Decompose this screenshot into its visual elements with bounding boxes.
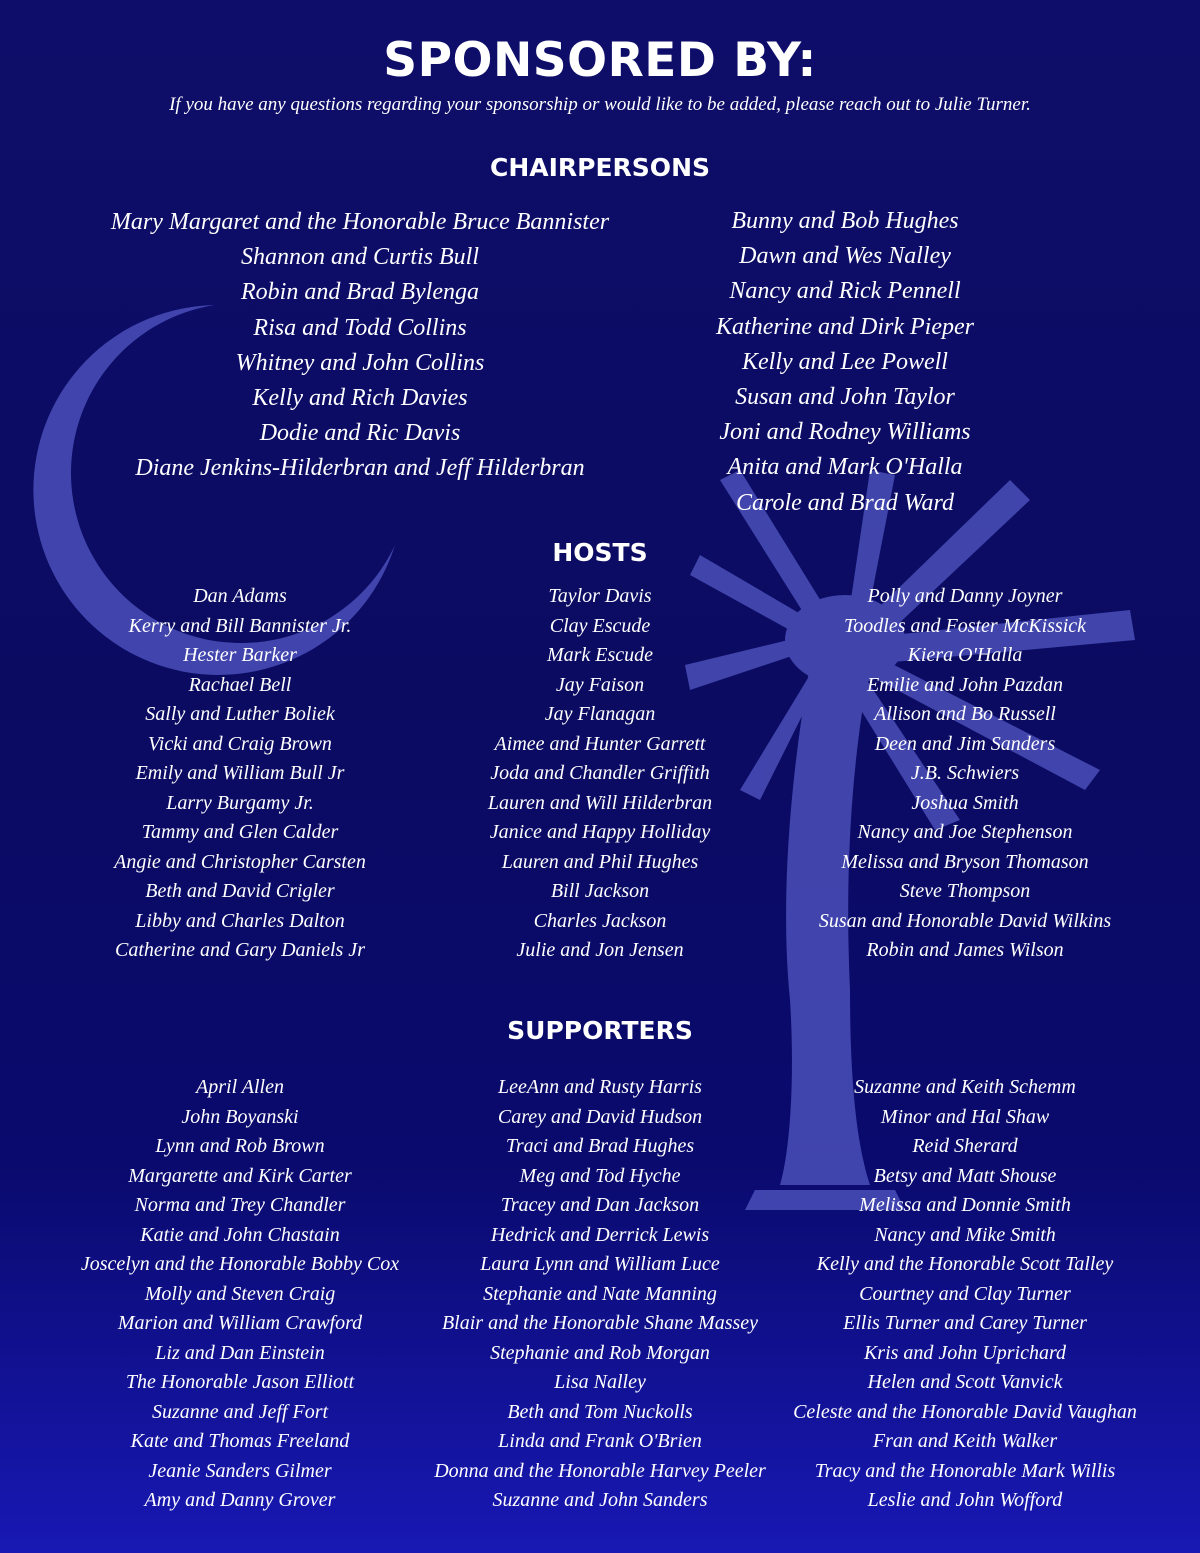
sponsor-name: Joscelyn and the Honorable Bobby Cox [80,1253,400,1275]
sponsor-name: Molly and Steven Craig [144,1282,336,1305]
sponsor-name: Joda and Chandler Griffith [490,762,710,784]
sponsor-name: Steve Thompson [899,880,1031,902]
sponsor-name: Margarette and Kirk Carter [128,1164,352,1187]
sponsor-name: Jeanie Sanders Gilmer [148,1459,332,1482]
sponsor-name: Katie and John Chastain [140,1223,340,1246]
sponsor-name: Liz and Dan Einstein [155,1341,325,1364]
sponsor-name: Aimee and Hunter Garrett [494,732,706,755]
sponsor-name: Helen and Scott Vanvick [867,1371,1063,1393]
section-heading-supporters: SUPPORTERS [507,1016,693,1045]
sponsor-name: Joshua Smith [911,791,1019,814]
chairpersons-column-right [645,204,1045,521]
sponsor-name: J.B. Schwiers [910,762,1020,784]
sponsor-name: Vicki and Craig Brown [148,732,332,755]
sponsor-name: Hester Barker [183,644,297,666]
sponsor-name: Diane Jenkins-Hilderbran and Jeff Hilderbran [135,455,585,482]
sponsor-name: Lauren and Phil Hughes [501,850,699,873]
sponsor-name: Allison and Bo Russell [874,703,1056,725]
sponsor-name: Clay Escude [549,614,651,637]
sponsor-name: Carey and David Hudson [497,1105,703,1128]
sponsor-name: Robin and Brad Bylenga [241,279,479,306]
sponsor-name: Angie and Christopher Carsten [114,850,366,873]
page-title: SPONSORED BY: [383,33,817,88]
sponsor-name: Nancy and Rick Pennell [729,278,961,305]
sponsor-name: Sally and Luther Boliek [145,703,335,725]
sponsor-name: Courtney and Clay Turner [859,1282,1071,1305]
sponsor-name: Suzanne and John Sanders [492,1489,708,1511]
supporters-column-2 [420,1073,780,1516]
sponsor-name: Tracy and the Honorable Mark Willis [814,1459,1116,1482]
sponsor-name: Betsy and Matt Shouse [873,1164,1057,1187]
sponsor-name: Celeste and the Honorable David Vaughan [793,1400,1137,1423]
sponsor-name: Bill Jackson [550,880,650,902]
supporters-column-1 [50,1073,430,1516]
sponsor-name: Nancy and Joe Stephenson [857,821,1073,843]
sponsor-name: Ellis Turner and Carey Turner [843,1312,1087,1334]
sponsor-name: Kate and Thomas Freeland [130,1430,350,1452]
sponsor-name: Rachael Bell [188,673,292,696]
sponsor-name: Taylor Davis [548,585,652,607]
sponsor-name: Lauren and Will Hilderbran [487,791,713,814]
sponsor-name: Emilie and John Pazdan [866,673,1064,696]
sponsor-name: Robin and James Wilson [866,939,1064,961]
sponsor-name: Donna and the Honorable Harvey Peeler [434,1459,766,1482]
sponsor-name: Suzanne and Jeff Fort [151,1400,329,1423]
sponsor-name: Kiera O'Halla [907,644,1023,666]
sponsor-name: Joni and Rodney Williams [719,419,971,446]
page-subtitle: If you have any questions regarding your sponsorship or would like to be added, please reach out to Julie Turner. [169,94,1031,115]
sponsor-name: Whitney and John Collins [235,349,485,376]
sponsor-name: Meg and Tod Hyche [519,1164,681,1187]
sponsor-name: Melissa and Donnie Smith [859,1194,1071,1216]
sponsor-name: The Honorable Jason Elliott [125,1371,355,1393]
sponsor-name: Emily and William Bull Jr [135,762,345,784]
sponsor-name: Toodles and Foster McKissick [843,614,1087,637]
sponsor-name: Traci and Brad Hughes [505,1135,695,1157]
sponsor-name: Anita and Mark O'Halla [727,454,963,481]
sponsor-name: Lisa Nalley [554,1371,646,1393]
sponsor-name: Tracey and Dan Jackson [500,1194,700,1216]
sponsor-name: Kelly and the Honorable Scott Talley [816,1253,1114,1275]
section-heading-hosts: HOSTS [552,538,648,567]
sponsor-name: Linda and Frank O'Brien [498,1430,702,1452]
sponsor-name: Dodie and Ric Davis [259,420,461,447]
sponsor-name: Shannon and Curtis Bull [240,244,480,271]
sponsor-name: Mary Margaret and the Honorable Bruce Bannister [110,209,610,235]
sponsor-name: Kerry and Bill Bannister Jr. [128,614,352,637]
sponsor-name: Minor and Hal Shaw [880,1105,1050,1128]
sponsor-name: Risa and Todd Collins [253,314,467,341]
supporters-column-3 [780,1073,1150,1516]
sponsor-name: Susan and John Taylor [735,384,955,411]
sponsor-name: Charles Jackson [533,909,667,932]
sponsor-name: Dawn and Wes Nalley [739,243,951,270]
sponsor-name: Reid Sherard [912,1135,1018,1157]
sponsor-name: Libby and Charles Dalton [135,909,345,932]
sponsor-name: Bunny and Bob Hughes [731,208,959,234]
sponsor-name: Catherine and Gary Daniels Jr [115,939,365,961]
sponsor-name: Melissa and Bryson Thomason [841,850,1089,873]
sponsor-name: Hedrick and Derrick Lewis [490,1223,710,1246]
sponsor-name: Julie and Jon Jensen [516,939,684,961]
sponsor-name: Larry Burgamy Jr. [166,791,314,814]
sponsor-name: Laura Lynn and William Luce [480,1253,720,1275]
sponsor-name: Dan Adams [193,585,287,607]
sponsor-name: Polly and Danny Joyner [867,585,1063,607]
sponsor-name: Kelly and Rich Davies [252,385,468,412]
sponsor-name: Janice and Happy Holliday [489,821,711,843]
chairpersons-column-left [60,205,660,487]
sponsor-name: Marion and William Crawford [117,1312,363,1334]
sponsor-name: John Boyanski [181,1105,299,1128]
sponsor-name: Mark Escude [546,644,654,666]
sponsor-name: Amy and Danny Grover [144,1489,336,1511]
sponsor-name: Stephanie and Rob Morgan [490,1341,710,1364]
section-heading-chairpersons: CHAIRPERSONS [489,153,710,182]
sponsor-name: Deen and Jim Sanders [874,732,1056,755]
sponsor-name: Lynn and Rob Brown [155,1135,325,1157]
sponsor-name: Suzanne and Keith Schemm [854,1076,1076,1098]
sponsor-name: Stephanie and Nate Manning [483,1282,717,1305]
sponsor-name: Katherine and Dirk Pieper [716,313,974,340]
sponsor-name: Blair and the Honorable Shane Massey [441,1312,759,1334]
sponsor-name: April Allen [196,1076,284,1098]
sponsor-name: Beth and Tom Nuckolls [507,1400,693,1423]
sponsor-name: Jay Flanagan [544,703,656,725]
sponsor-name: Kelly and Lee Powell [742,348,948,375]
sponsor-name: Susan and Honorable David Wilkins [818,909,1112,932]
sponsor-name: Carole and Brad Ward [735,489,954,516]
sponsor-name: Beth and David Crigler [145,880,335,902]
sponsor-name: LeeAnn and Rusty Harris [498,1076,702,1098]
sponsor-name: Leslie and John Wofford [867,1489,1063,1511]
sponsor-name: Nancy and Mike Smith [874,1223,1056,1246]
hosts-column-1 [60,582,420,966]
hosts-column-3 [780,582,1150,966]
hosts-column-2 [420,582,780,966]
sponsor-name: Jay Faison [555,673,645,696]
sponsor-name: Fran and Keith Walker [872,1430,1058,1452]
sponsor-name: Tammy and Glen Calder [141,821,339,843]
sponsor-name: Norma and Trey Chandler [134,1194,346,1216]
sponsor-name: Kris and John Uprichard [863,1341,1067,1364]
